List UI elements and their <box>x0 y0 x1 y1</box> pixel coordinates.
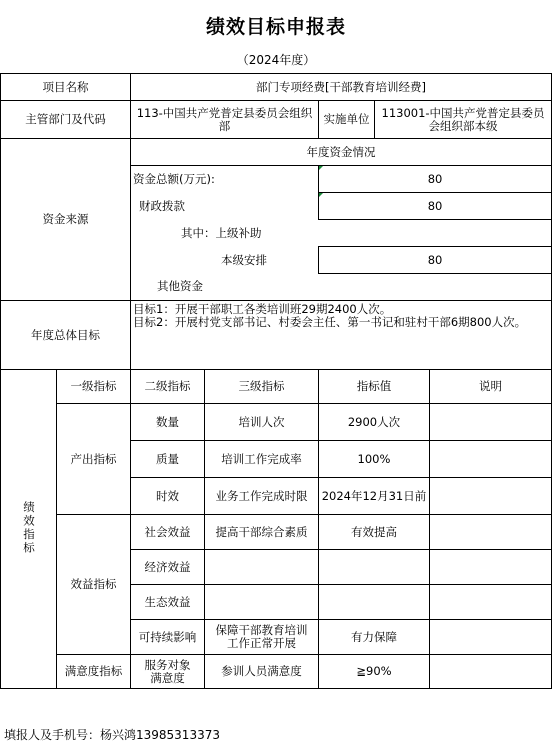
funding-local-label: 本级安排 <box>131 247 319 274</box>
benefit-level3: 保障干部教育培训工作正常开展 <box>205 620 319 655</box>
benefit-note <box>430 620 552 655</box>
output-value: 2900人次 <box>319 404 430 441</box>
output-level2: 质量 <box>131 441 205 478</box>
funding-source-label: 资金来源 <box>1 139 131 301</box>
funding-other-value <box>319 274 552 301</box>
benefit-level2: 经济效益 <box>131 550 205 585</box>
footer-contact: 填报人及手机号：杨兴鸿13985313373 <box>4 728 220 742</box>
output-value: 100% <box>319 441 430 478</box>
benefit-value: 有力保障 <box>319 620 430 655</box>
output-level2: 时效 <box>131 478 205 515</box>
benefit-indicator-label: 效益指标 <box>57 515 131 655</box>
impl-unit-label: 实施单位 <box>319 101 375 139</box>
goal-2: 目标2：开展村党支部书记、村委会主任、第一书记和驻村干部6期800人次。 <box>133 315 527 329</box>
benefit-level3 <box>205 550 319 585</box>
department-value: 113-中国共产党普定县委员会组织部 <box>131 101 319 139</box>
output-note <box>430 404 552 441</box>
annual-goal-label: 年度总体目标 <box>1 301 131 370</box>
funding-total-label: 资金总额(万元): <box>131 166 319 193</box>
satisfaction-note <box>430 655 552 689</box>
output-value: 2024年12月31日前 <box>319 478 430 515</box>
benefit-note <box>430 515 552 550</box>
department-label: 主管部门及代码 <box>1 101 131 139</box>
output-indicator-label: 产出指标 <box>57 404 131 515</box>
header-level3: 三级指标 <box>205 370 319 404</box>
funding-other-label: 其他资金 <box>131 274 319 301</box>
year-label: （2024年度） <box>236 53 316 67</box>
indicators-section-text: 绩效指标 <box>22 500 36 555</box>
performance-form-table <box>0 73 552 689</box>
satisfaction-indicator-label: 满意度指标 <box>57 655 131 689</box>
page-title: 绩效目标申报表 <box>205 16 346 38</box>
output-note <box>430 478 552 515</box>
header-value: 指标值 <box>319 370 430 404</box>
benefit-note <box>430 585 552 620</box>
benefit-level2: 生态效益 <box>131 585 205 620</box>
output-note <box>430 441 552 478</box>
benefit-note <box>430 550 552 585</box>
project-name-value: 部门专项经费[干部教育培训经费] <box>131 74 552 101</box>
satisfaction-level2: 服务对象满意度 <box>131 655 205 689</box>
annual-goal-content <box>131 301 552 370</box>
funding-local-value: 80 <box>319 247 552 274</box>
funding-total-value: 80 <box>319 166 552 193</box>
header-note: 说明 <box>430 370 552 404</box>
benefit-value <box>319 550 430 585</box>
goal-1: 目标1：开展干部职工各类培训班29期2400人次。 <box>133 302 392 316</box>
benefit-level2: 可持续影响 <box>131 620 205 655</box>
project-name-label: 项目名称 <box>1 74 131 101</box>
benefit-level2: 社会效益 <box>131 515 205 550</box>
output-level3: 培训工作完成率 <box>205 441 319 478</box>
impl-unit-value: 113001-中国共产党普定县委员会组织部本级 <box>375 101 552 139</box>
output-level3: 培训人次 <box>205 404 319 441</box>
header-level2: 二级指标 <box>131 370 205 404</box>
satisfaction-value: ≧90% <box>319 655 430 689</box>
benefit-level3 <box>205 585 319 620</box>
header-level1: 一级指标 <box>57 370 131 404</box>
output-level3: 业务工作完成时限 <box>205 478 319 515</box>
indicators-section-label <box>1 370 57 689</box>
benefit-value <box>319 585 430 620</box>
satisfaction-level3: 参训人员满意度 <box>205 655 319 689</box>
benefit-level3: 提高干部综合素质 <box>205 515 319 550</box>
funding-upper-label: 其中：上级补助 <box>131 220 319 247</box>
benefit-value: 有效提高 <box>319 515 430 550</box>
funding-fiscal-value: 80 <box>319 193 552 220</box>
output-level2: 数量 <box>131 404 205 441</box>
funding-upper-value <box>319 220 552 247</box>
funding-header: 年度资金情况 <box>131 139 552 166</box>
funding-fiscal-label: 财政拨款 <box>131 193 319 220</box>
